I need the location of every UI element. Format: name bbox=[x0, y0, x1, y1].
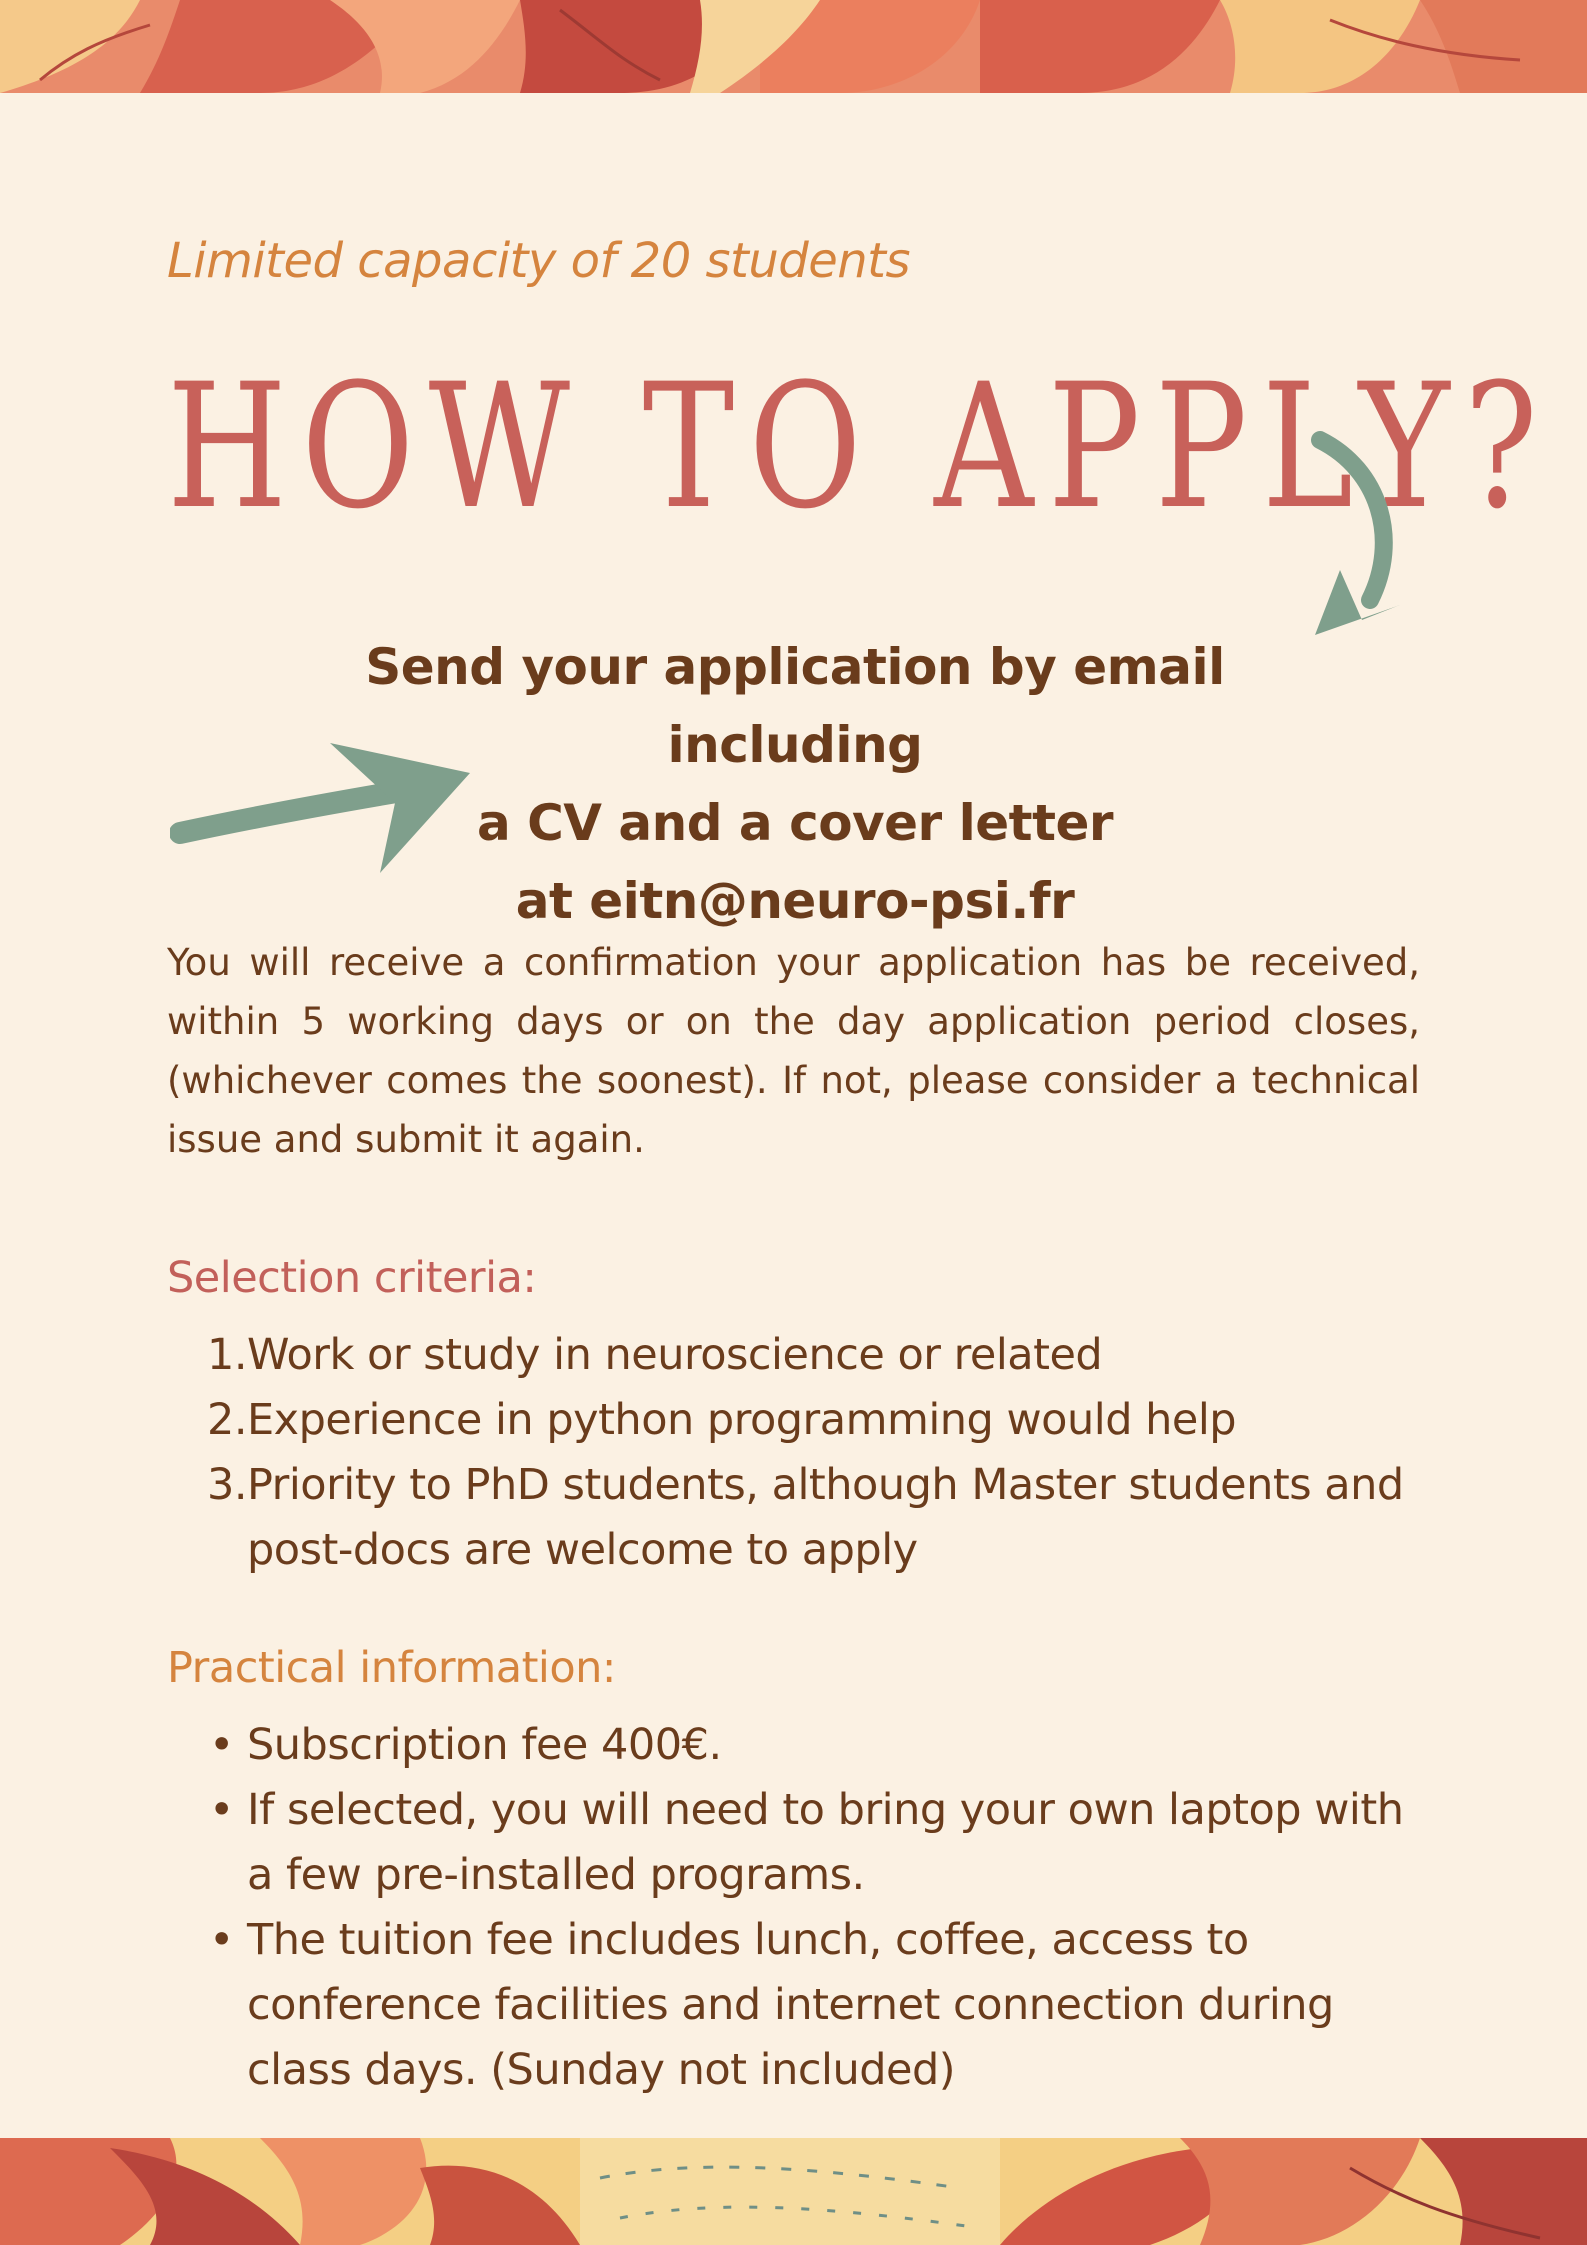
list-number: 1. bbox=[207, 1330, 248, 1380]
instructions-line-1: Send your application by email including bbox=[365, 638, 1225, 774]
list-item-text: Experience in python programming would help bbox=[247, 1395, 1237, 1445]
instructions-line-3: at eitn@neuro-psi.fr bbox=[515, 872, 1075, 930]
list-item-text: If selected, you will need to bring your own laptop with a few pre-installed programs. bbox=[247, 1785, 1404, 1900]
practical-information-heading: Practical information: bbox=[167, 1643, 616, 1693]
autumn-leaves-bottom-illustration bbox=[0, 2138, 1587, 2245]
selection-criteria-list bbox=[207, 1323, 1427, 1583]
flyer-page bbox=[0, 93, 1587, 2138]
bottom-leaf-banner bbox=[0, 2138, 1587, 2245]
list-item bbox=[209, 1778, 1427, 1908]
practical-information-list bbox=[209, 1713, 1427, 2103]
bullet-icon: • bbox=[209, 1915, 234, 1965]
confirmation-paragraph: You will receive a confirmation your application has be received, within 5 working days or on the day application period closes, (whichever comes the soonest). If not, please consider a technical issue and submit it again. bbox=[167, 941, 1420, 1161]
list-number: 3. bbox=[207, 1460, 248, 1510]
bullet-icon: • bbox=[209, 1785, 234, 1835]
list-item bbox=[209, 1908, 1427, 2103]
capacity-tagline: Limited capacity of 20 students bbox=[167, 233, 911, 289]
list-item-text: Priority to PhD students, although Master students and post-docs are welcome to apply bbox=[247, 1460, 1404, 1575]
right-arrow-icon bbox=[170, 733, 490, 883]
list-item bbox=[207, 1323, 1427, 1388]
list-item bbox=[207, 1388, 1427, 1453]
list-item-text: Subscription fee 400€. bbox=[247, 1720, 722, 1770]
selection-criteria-heading: Selection criteria: bbox=[167, 1253, 537, 1303]
instructions-line-2: a CV and a cover letter bbox=[476, 794, 1114, 852]
list-item bbox=[209, 1713, 1427, 1778]
bullet-icon: • bbox=[209, 1720, 234, 1770]
curved-arrow-icon bbox=[1300, 430, 1420, 660]
autumn-leaves-top-illustration bbox=[0, 0, 1587, 93]
list-number: 2. bbox=[207, 1395, 248, 1445]
page-title: HOW TO APPLY? bbox=[167, 346, 1553, 547]
top-leaf-banner bbox=[0, 0, 1587, 93]
list-item-text: Work or study in neuroscience or related bbox=[247, 1330, 1103, 1380]
list-item bbox=[207, 1453, 1427, 1583]
list-item-text: The tuition fee includes lunch, coffee, access to conference facilities and internet connection during class days. (Sunday not included) bbox=[247, 1915, 1334, 2095]
